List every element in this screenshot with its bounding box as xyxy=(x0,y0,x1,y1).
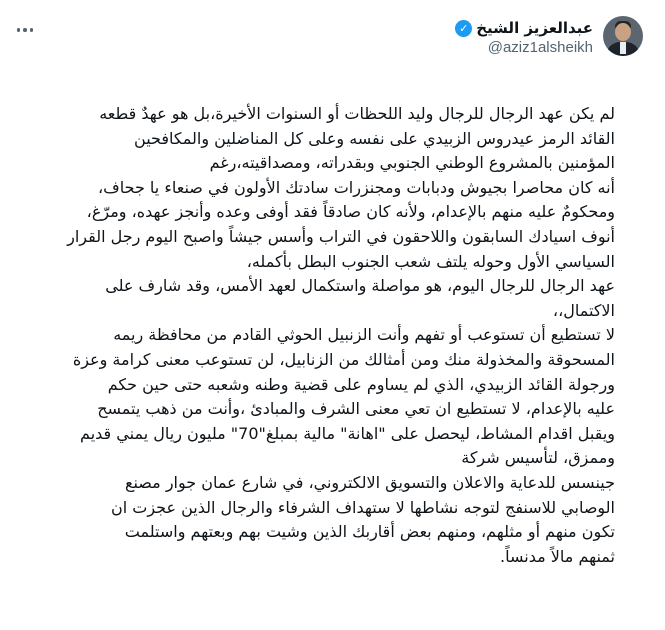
tweet-text-line: الوصابي للاسنفج لتوجه نشاطها لا ستهداف الشرفاء والرجال الذين عجزت ان xyxy=(110,497,615,517)
tweet-text-line: لا تستطيع أن تستوعب أو تفهم وأنت الزنبيل الحوثي القادم من محافظة ريمه xyxy=(113,325,615,345)
tweet-text-line: وممزق، لتأسيس شركة xyxy=(461,448,615,468)
tweet-text-line: ورجولة القائد الزبيدي، الذي لم يساوم على قضية وطنه وشعبه حتى حين حكم xyxy=(107,374,615,394)
author-display-name[interactable]: عبدالعزيز الشيخ xyxy=(476,19,593,37)
tweet-text-line: أنه كان محاصرا بجيوش ودبابات ومجنزرات سادتك الأولون في صنعاء يا جحاف، xyxy=(97,177,615,197)
tweet-text-line: عليه بالإعدام، لا تستطيع ان تعي معنى الشرف والمبادئ ،وأنت من ذهب يتمسح xyxy=(97,399,615,419)
verified-badge-icon: ✓ xyxy=(455,20,472,37)
tweet-text-line: تكون منهم أو مثلهم، ومنهم بعض أقاربك الذين وشيت بهم وبعتهم واستلمت xyxy=(124,522,615,542)
author-handle[interactable]: @aziz1alsheikh xyxy=(487,39,593,56)
tweet-text-line: جينسس للدعاية والاعلان والتسويق الالكتروني، في شارع عمان جوار مصنع xyxy=(124,472,615,492)
tweet-text-line: ويقبل اقدام المشاط، ليحصل على "اهانة" مالية بمبلغ"70" مليون ريال يمني قديم xyxy=(80,423,615,443)
tweet-text-line: المسحوقة والمخذولة منك ومن أمثالك من الزنابيل، لن تستوعب معنى كرامة وعزة xyxy=(72,349,615,369)
tweet-text-line: الاكتمال،، xyxy=(552,300,615,320)
tweet-text-line: السياسي الأول وحوله يلتف شعب الجنوب البطل بأكمله، xyxy=(246,251,615,271)
tweet-text-line: ومحكومٌ عليه منهم بالإعدام، ولأنه كان صادقاً فقد أوفى وعده وأنجز عهده، ومرّغ، xyxy=(86,202,615,222)
author-info xyxy=(455,16,593,56)
tweet-text-line: ثمنهم مالاً مدنساً. xyxy=(500,546,615,566)
tweet-text-line: المؤمنين بالمشروع الوطني الجنوبي وبقدراته، ومصداقيته،رغم xyxy=(209,153,615,173)
author-avatar[interactable] xyxy=(603,16,643,56)
more-options-icon[interactable] xyxy=(12,20,38,40)
tweet-text-line: لم يكن عهد الرجال للرجال وليد اللحظات أو السنوات الأخيرة،بل هو عهدٌ قطعه xyxy=(99,104,615,123)
tweet-text-line: أنوف اسيادك السابقون واللاحقون في التراب وأسس جيشاً واصبح اليوم رجل القرار xyxy=(67,226,615,246)
tweet-text xyxy=(22,102,643,569)
author-name-row xyxy=(455,19,593,37)
tweet-text-line: عهد الرجال للرجال اليوم، هو مواصلة واستكمال لعهد الأمس، وقد شارف على xyxy=(105,276,615,296)
tweet-header xyxy=(22,16,643,72)
tweet-text-line: القائد الرمز عيدروس الزبيدي على نفسه وعلى كل المناضلين والمكافحين xyxy=(134,128,615,148)
